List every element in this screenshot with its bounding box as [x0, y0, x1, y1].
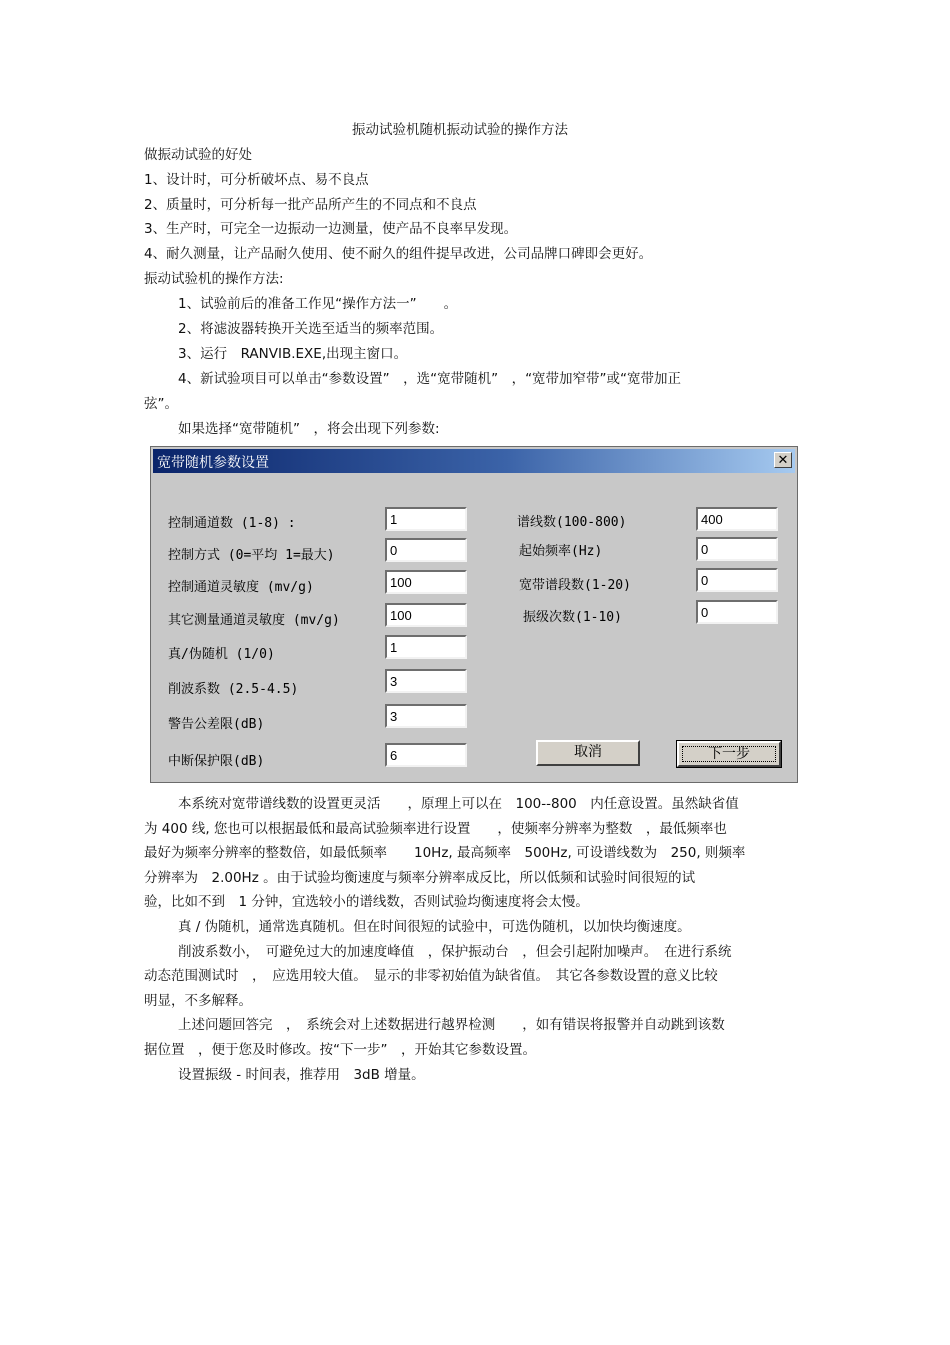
step-item: 1、试验前后的准备工作见“操作方法一” 。 [178, 296, 458, 312]
start-frequency-input[interactable]: 0 [696, 537, 778, 561]
dialog-titlebar[interactable] [153, 449, 795, 473]
benefit-item: 4、耐久测量，让产品耐久使用、使不耐久的组件提早改进，公司品牌口碑即会更好。 [144, 246, 653, 262]
true-pseudo-random-label: 真/伪随机 (1/0) [168, 647, 275, 662]
explanation-line: 验，比如不到 1 分钟，宜选较小的谱线数，否则试验均衡速度将会太慢。 [144, 894, 589, 910]
benefit-item: 2、质量时，可分析每一批产品所产生的不同点和不良点 [144, 197, 477, 213]
cancel-button[interactable]: 取消 [536, 740, 640, 766]
clipping-factor-label: 削波系数 (2.5-4.5) [168, 682, 299, 697]
next-button-label: 下一步 [682, 746, 776, 762]
intro-heading: 做振动试验的好处 [144, 147, 252, 163]
explanation-line: 明显，不多解释。 [144, 993, 252, 1009]
spectral-lines-label: 谱线数(100-800) [517, 515, 627, 530]
explanation-line: 削波系数小， 可避免过大的加速度峰值 ，保护振动台 ，但会引起附加噪声。 在进行系统 [178, 944, 732, 960]
start-frequency-label: 起始频率(Hz) [519, 544, 603, 559]
next-button[interactable] [677, 741, 781, 767]
dialog-title: 宽带随机参数设置 [157, 455, 269, 471]
explanation-line: 最好为频率分辨率的整数倍，如最低频率 10Hz, 最高频率 500Hz, 可设谱线数为 250, 则频率 [144, 845, 746, 861]
warning-tolerance-label: 警告公差限(dB) [168, 717, 265, 732]
abort-limit-label: 中断保护限(dB) [168, 754, 265, 769]
other-sensitivity-label: 其它测量通道灵敏度 (mv/g) [168, 613, 340, 628]
wideband-segments-input[interactable]: 0 [696, 568, 778, 592]
spectral-lines-input[interactable]: 400 [696, 507, 778, 531]
step-item: 3、运行 RANVIB.EXE,出现主窗口。 [178, 346, 408, 362]
step-item-cont: 弦”。 [144, 396, 178, 412]
explanation-line: 上述问题回答完 ， 系统会对上述数据进行越界检测 ，如有错误将报警并自动跳到该数 [178, 1017, 725, 1033]
level-count-label: 振级次数(1-10) [523, 610, 622, 625]
warning-tolerance-input[interactable]: 3 [385, 704, 467, 728]
control-sensitivity-label: 控制通道灵敏度 (mv/g) [168, 580, 314, 595]
close-button[interactable] [774, 452, 792, 468]
close-icon: ✕ [777, 453, 789, 468]
step-item: 2、将滤波器转换开关选至适当的频率范围。 [178, 321, 444, 337]
wideband-random-dialog [150, 446, 798, 783]
explanation-line: 动态范围测试时 ， 应选用较大值。 显示的非零初始值为缺省值。 其它各参数设置的意义比较 [144, 968, 718, 984]
if-select-text: 如果选择“宽带随机” ，将会出现下列参数: [178, 421, 440, 437]
level-count-input[interactable]: 0 [696, 600, 778, 624]
explanation-line: 真 / 伪随机，通常选真随机。但在时间很短的试验中，可选伪随机，以加快均衡速度。 [178, 919, 691, 935]
benefit-item: 3、生产时，可完全一边振动一边测量，使产品不良率早发现。 [144, 221, 518, 237]
control-sensitivity-input[interactable]: 100 [385, 570, 467, 594]
true-pseudo-random-input[interactable]: 1 [385, 635, 467, 659]
doc-title: 振动试验机随机振动试验的操作方法 [352, 122, 568, 138]
explanation-line: 本系统对宽带谱线数的设置更灵活 ，原理上可以在 100--800 内任意设置。虽然缺省值 [178, 796, 739, 812]
explanation-line: 据位置 ，便于您及时修改。按“下一步” ，开始其它参数设置。 [144, 1042, 536, 1058]
explanation-line: 为 400 线, 您也可以根据最低和最高试验频率进行设置 ，使频率分辨率为整数 ，最低频率也 [144, 821, 727, 837]
control-channels-input[interactable]: 1 [385, 507, 467, 531]
explanation-line: 设置振级 - 时间表，推荐用 3dB 增量。 [178, 1067, 425, 1083]
step-item: 4、新试验项目可以单击“参数设置” ，选“宽带随机” ，“宽带加窄带”或“宽带加正 [178, 371, 682, 387]
control-mode-label: 控制方式 (0=平均 1=最大) [168, 548, 335, 563]
control-channels-label: 控制通道数 (1-8) : [168, 516, 296, 531]
control-mode-input[interactable]: 0 [385, 538, 467, 562]
abort-limit-input[interactable]: 6 [385, 743, 467, 767]
other-sensitivity-input[interactable]: 100 [385, 603, 467, 627]
method-heading: 振动试验机的操作方法: [144, 271, 284, 287]
wideband-segments-label: 宽带谱段数(1-20) [519, 578, 631, 593]
benefit-item: 1、设计时，可分析破坏点、易不良点 [144, 172, 369, 188]
clipping-factor-input[interactable]: 3 [385, 669, 467, 693]
explanation-line: 分辨率为 2.00Hz 。由于试验均衡速度与频率分辨率成反比，所以低频和试验时间很短的试 [144, 870, 696, 886]
